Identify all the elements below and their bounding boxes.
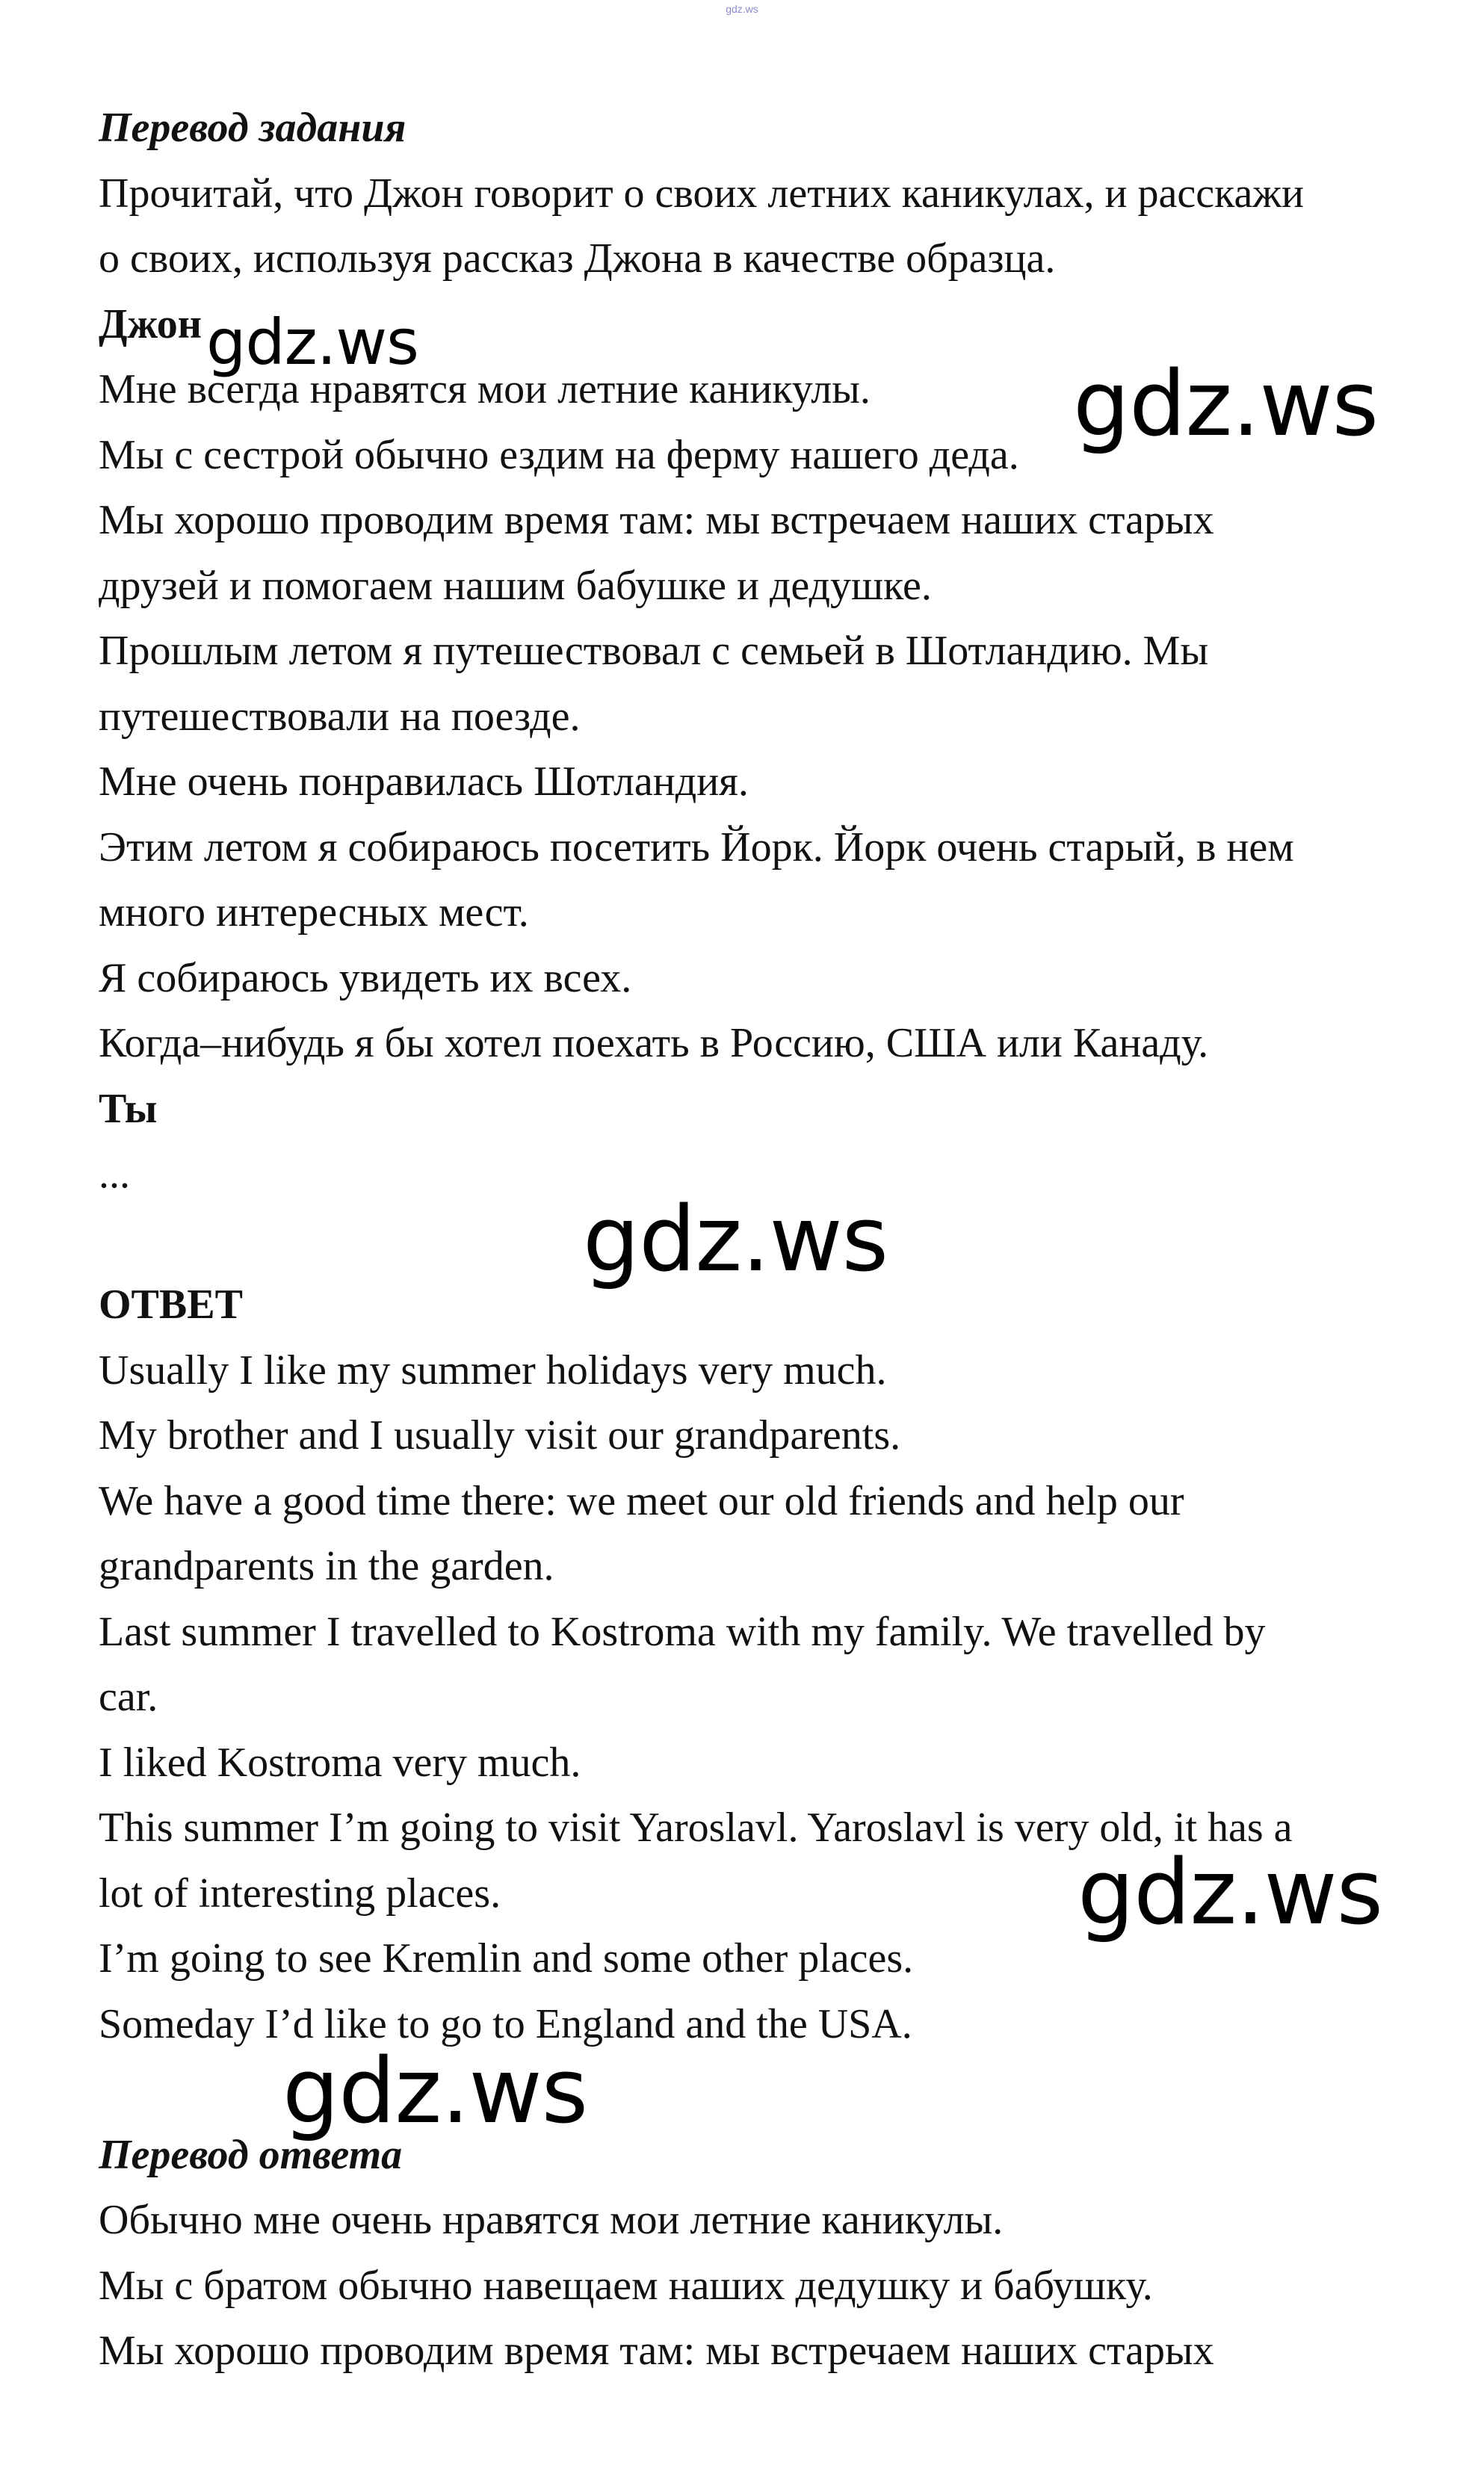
john-line: Этим летом я собираюсь посетить Йорк. Йорк очень старый, в нем (99, 823, 1294, 870)
watermark: gdz.ws (1073, 353, 1379, 457)
translation-heading: Перевод ответа (99, 2131, 403, 2178)
you-label: Ты (99, 1085, 158, 1132)
translation-line: Мы с братом обычно навещаем наших дедушку и бабушку. (99, 2262, 1153, 2309)
answer-line: car. (99, 1674, 158, 1720)
answer-line: My brother and I usually visit our grandparents. (99, 1412, 901, 1459)
watermark: gdz.ws (282, 2040, 588, 2144)
task-text-line: о своих, используя рассказ Джона в качестве образца. (99, 235, 1056, 282)
translation-line: Мы хорошо проводим время там: мы встречаем наших старых (99, 2328, 1214, 2374)
john-line: Я собираюсь увидеть их всех. (99, 954, 632, 1001)
translation-line: Обычно мне очень нравятся мои летние каникулы. (99, 2197, 1004, 2243)
task-heading: Перевод задания (99, 105, 406, 151)
answer-line: We have a good time there: we meet our old friends and help our (99, 1477, 1184, 1524)
john-line: друзей и помогаем нашим бабушке и дедушке. (99, 562, 932, 609)
john-line: Мне всегда нравятся мои летние каникулы. (99, 366, 871, 412)
john-label: Джон (99, 300, 202, 347)
john-line: Когда–нибудь я бы хотел поехать в Россию, США или Канаду. (99, 1020, 1209, 1066)
ellipsis: ... (99, 1151, 130, 1197)
john-line: Мне очень понравилась Шотландия. (99, 758, 749, 805)
answer-line: Usually I like my summer holidays very much. (99, 1346, 887, 1394)
watermark: gdz.ws (1078, 1841, 1383, 1945)
answer-line: Last summer I travelled to Kostroma with my family. We travelled by (99, 1608, 1266, 1655)
john-line: Прошлым летом я путешествовал с семьей в Шотландию. Мы (99, 628, 1209, 674)
answer-heading: ОТВЕТ (99, 1281, 243, 1328)
john-line: путешествовали на поезде. (99, 693, 581, 740)
task-text-line: Прочитай, что Джон говорит о своих летних каникулах, и расскажи (99, 170, 1304, 217)
answer-line: Someday I’d like to go to England and the USA. (99, 2000, 912, 2047)
answer-line: I liked Kostroma very much. (99, 1739, 581, 1786)
john-line: Мы с сестрой обычно ездим на ферму нашего деда. (99, 431, 1019, 478)
watermark: gdz.ws (206, 306, 418, 379)
answer-line: This summer I’m going to visit Yaroslavl. Yaroslavl is very old, it has a (99, 1805, 1293, 1851)
answer-line: I’m going to see Kremlin and some other places. (99, 1935, 914, 1982)
john-line: много интересных мест. (99, 889, 529, 936)
john-line: Мы хорошо проводим время там: мы встречаем наших старых (99, 497, 1214, 543)
answer-line: grandparents in the garden. (99, 1543, 554, 1589)
answer-line: lot of interesting places. (99, 1870, 501, 1917)
watermark: gdz.ws (583, 1188, 888, 1292)
top-watermark: gdz.ws (726, 3, 758, 15)
